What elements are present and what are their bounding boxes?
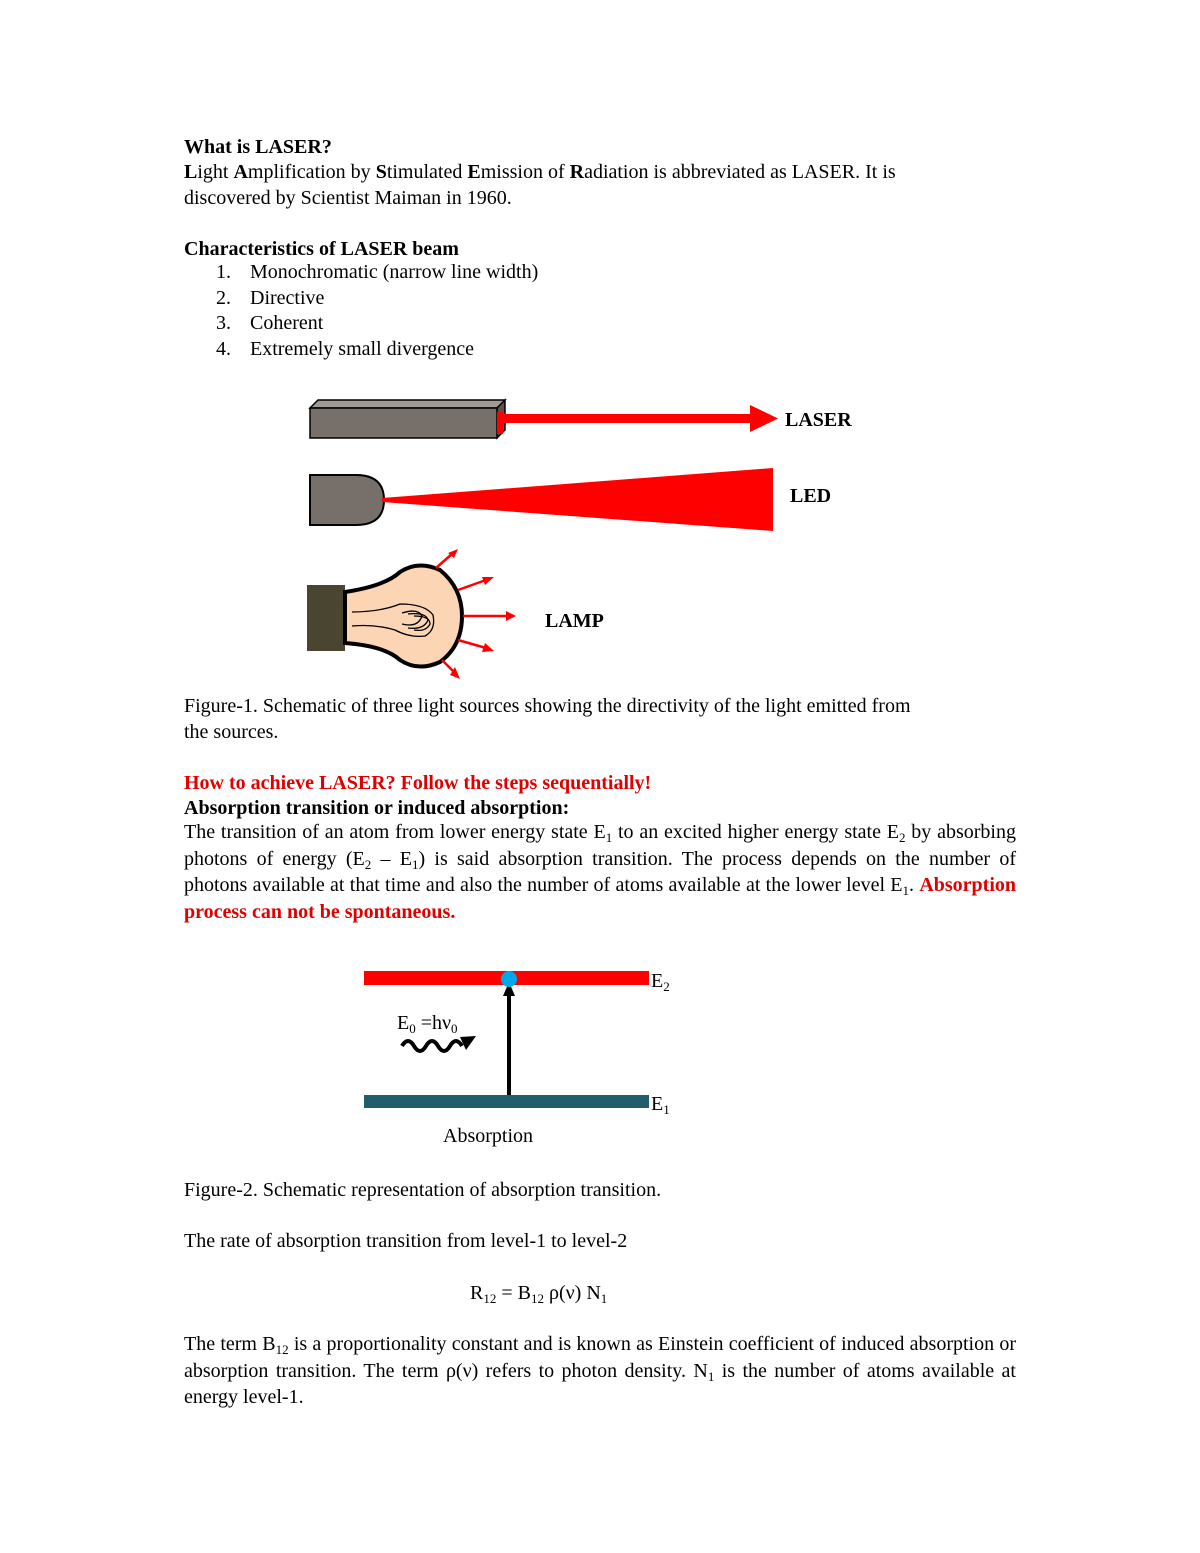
subscript: 12 — [483, 1291, 497, 1306]
heading-characteristics: Characteristics of LASER beam — [184, 238, 459, 260]
def-part: mission of — [480, 161, 570, 183]
subscript: 2 — [899, 830, 906, 845]
heading-how-to-achieve: How to achieve LASER? Follow the steps sequentially! — [184, 772, 652, 794]
list-number: 2. — [216, 286, 231, 309]
lower-energy-level — [364, 1095, 649, 1108]
absorption-label: Absorption — [443, 1125, 533, 1147]
laser-beam-arrow — [503, 405, 778, 432]
subscript: 2 — [364, 856, 372, 872]
led-device — [310, 475, 384, 525]
list-text: Directive — [250, 286, 325, 309]
eq-part: = B — [496, 1282, 531, 1304]
def-part: A — [233, 161, 248, 183]
led-label: LED — [790, 485, 832, 507]
photon-arrowhead — [460, 1036, 476, 1050]
para-text: to an excited higher energy state E — [612, 821, 899, 843]
e2-label — [651, 970, 670, 994]
eq-part: R — [470, 1282, 484, 1304]
list-item — [184, 260, 538, 286]
subscript: 12 — [275, 1342, 289, 1357]
subscript: 12 — [530, 1291, 544, 1306]
absorption-paragraph — [184, 819, 1016, 925]
lamp-label: LAMP — [545, 610, 604, 632]
laser-device — [310, 400, 505, 438]
def-part: L — [184, 161, 198, 183]
laser-label: LASER — [785, 409, 852, 431]
label-part: E — [651, 1093, 664, 1115]
led-beam-cone — [382, 468, 773, 531]
def-part: ight — [197, 161, 234, 183]
para-text: is a proportionality constant and is known as Einstein coefficient of induced absorption or absorption transition. The term ρ(ν) refers to photon density. N — [184, 1333, 1016, 1382]
heading-absorption: Absorption transition or induced absorption: — [184, 797, 570, 819]
para-text: by absorbing photons of energy (E — [184, 821, 1016, 870]
label-part: 0 — [409, 1021, 416, 1036]
subscript: 1 — [600, 1291, 608, 1306]
light-sources-figure — [0, 380, 1200, 690]
para-text: – E — [371, 847, 412, 870]
para-text: is the number of atoms available at energy level-1. — [184, 1359, 1016, 1408]
laser-definition-line1 — [184, 159, 896, 185]
figure1-caption-line1: Figure-1. Schematic of three light sources showing the directivity of the light emitted from — [184, 695, 911, 717]
def-part: adiation is abbreviated as LASER. It is — [584, 161, 896, 183]
lamp-bulb-icon — [307, 565, 462, 666]
subscript: 1 — [411, 856, 419, 872]
list-text: Extremely small divergence — [250, 337, 474, 360]
transition-arrow — [503, 982, 515, 1095]
def-part: E — [467, 161, 481, 183]
def-part: timulated — [386, 161, 468, 183]
def-part: S — [375, 161, 387, 183]
para-text: . — [909, 874, 920, 896]
list-text: Monochromatic (narrow line width) — [250, 261, 539, 283]
absorption-diagram — [0, 960, 1200, 1150]
subscript: 1 — [707, 1368, 715, 1384]
einstein-coefficient-paragraph — [184, 1331, 1016, 1411]
para-text: ) is said absorption transition. The process depends on the number of photons available at that time and also the number of atoms available at the lower level E — [184, 847, 1016, 896]
atom-dot — [501, 971, 517, 987]
laser-definition-line2: discovered by Scientist Maiman in 1960. — [184, 187, 512, 209]
def-part: R — [569, 161, 585, 183]
label-part: 2 — [663, 979, 670, 994]
label-part: E — [651, 970, 664, 992]
list-item — [184, 286, 538, 312]
list-number: 1. — [216, 261, 231, 283]
list-number: 4. — [216, 337, 231, 360]
subscript: 1 — [902, 883, 910, 898]
list-number: 3. — [216, 312, 231, 334]
eq-part: ρ(ν) N — [543, 1282, 601, 1304]
red-emphasis: Absorption process can not be spontaneous. — [184, 874, 1017, 923]
photon-wave-icon — [402, 1041, 462, 1051]
label-part: 1 — [663, 1102, 670, 1117]
rate-equation — [470, 1280, 607, 1306]
characteristics-list — [184, 260, 538, 362]
list-text: Coherent — [250, 312, 324, 334]
label-part: =hν — [415, 1012, 452, 1034]
rate-intro: The rate of absorption transition from level-1 to level-2 — [184, 1230, 628, 1252]
heading-what-is-laser: What is LASER? — [184, 136, 332, 158]
list-item — [184, 311, 538, 337]
label-part: 0 — [451, 1021, 458, 1036]
subscript: 1 — [605, 830, 613, 845]
def-part: mplification by — [247, 161, 376, 183]
para-text: The transition of an atom from lower energy state E — [184, 821, 606, 843]
label-part: E — [397, 1012, 410, 1034]
figure2-caption: Figure-2. Schematic representation of absorption transition. — [184, 1179, 662, 1201]
e1-label — [651, 1093, 670, 1117]
figure1-caption-line2: the sources. — [184, 721, 279, 743]
list-item — [184, 337, 538, 363]
para-text: The term B — [184, 1333, 276, 1355]
photon-energy-label — [397, 1012, 458, 1036]
